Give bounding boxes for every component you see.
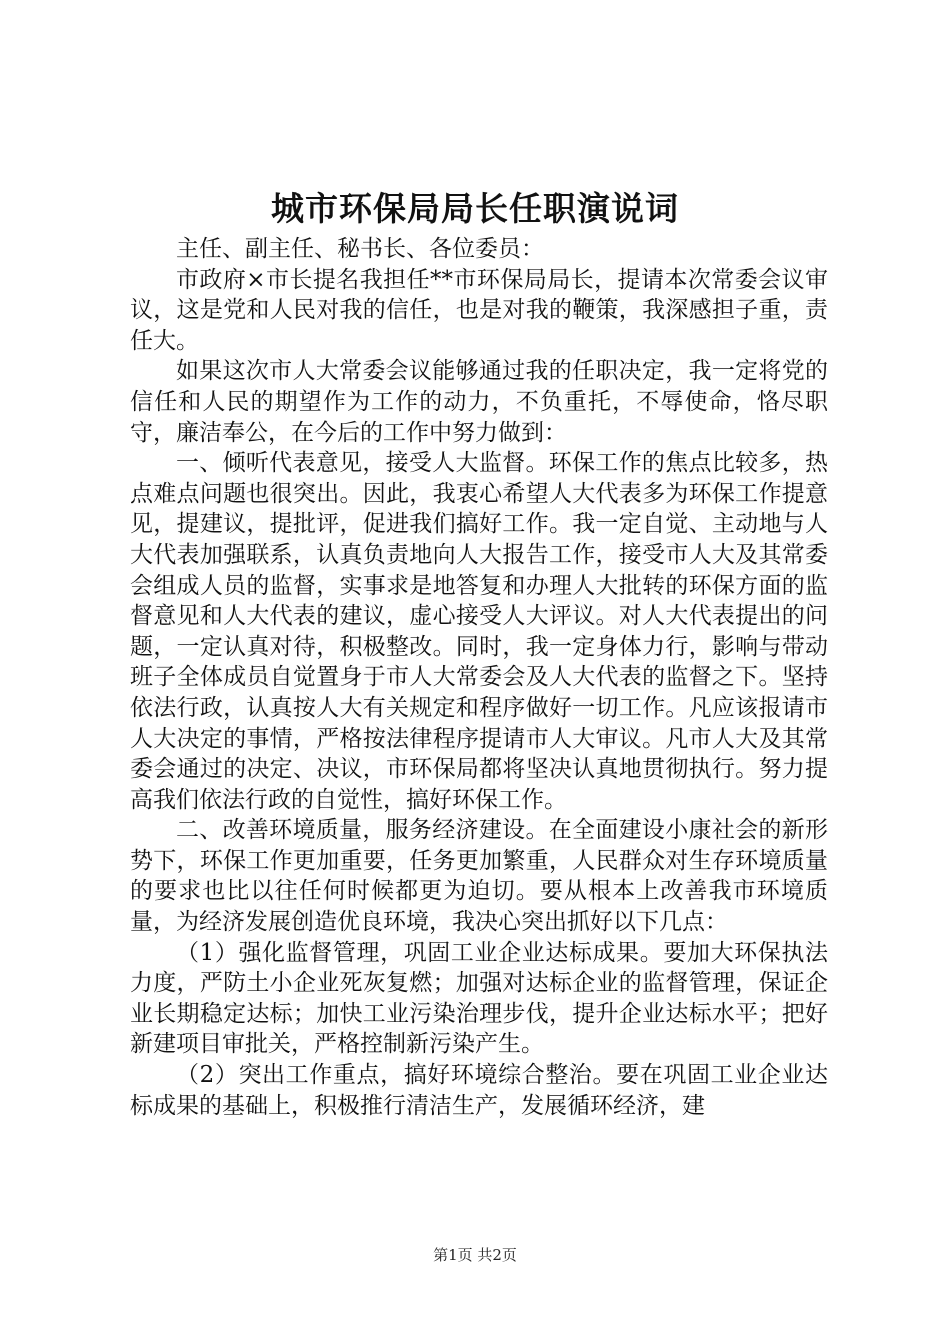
body-paragraph: 二、改善环境质量，服务经济建设。在全面建设小康社会的新形势下，环保工作更加重要，任务更加繁重，人民群众对生存环境质量的要求也比以往任何时候都更为迫切。要从根本上改善我市环境质量，为经济发展创造优良环境，我决心突出抓好以下几点： [130, 817, 828, 936]
page-number-footer: 第1页 共2页 [433, 1246, 517, 1264]
document-title: 城市环保局局长任职演说词 [271, 189, 679, 228]
document-body [130, 234, 828, 1121]
body-paragraph: 市政府×市长提名我担任**市环保局局长，提请本次常委会议审议，这是党和人民对我的信任，也是对我的鞭策，我深感担子重，责任大。 [130, 266, 828, 354]
salutation-paragraph: 主任、副主任、秘书长、各位委员： [176, 236, 544, 262]
body-paragraph: 如果这次市人大常委会议能够通过我的任职决定，我一定将党的信任和人民的期望作为工作的动力，不负重托，不辱使命，恪尽职守，廉洁奉公，在今后的工作中努力做到： [130, 358, 828, 446]
body-paragraph: （2）突出工作重点，搞好环境综合整治。要在巩固工业企业达标成果的基础上，积极推行清洁生产，发展循环经济，建 [130, 1062, 828, 1119]
body-paragraph: （1）强化监督管理，巩固工业企业达标成果。要加大环保执法力度，严防土小企业死灰复燃；加强对达标企业的监督管理，保证企业长期稳定达标；加快工业污染治理步伐，提升企业达标水平；把好新建项目审批关，严格控制新污染产生。 [130, 939, 828, 1058]
body-paragraph: 一、倾听代表意见，接受人大监督。环保工作的焦点比较多，热点难点问题也很突出。因此，我衷心希望人大代表多为环保工作提意见，提建议，提批评，促进我们搞好工作。我一定自觉、主动地与人大代表加强联系，认真负责地向人大报告工作，接受市人大及其常委会组成人员的监督，实事求是地答复和办理人大批转的环保方面的监督意见和人大代表的建议，虚心接受人大评议。对人大代表提出的问题，一定认真对待，积极整改。同时，我一定身体力行，影响与带动班子全体成员自觉置身于市人大常委会及人大代表的监督之下。坚持依法行政，认真按人大有关规定和程序做好一切工作。凡应该报请市人大决定的事情，严格按法律程序提请市人大审议。凡市人大及其常委会通过的决定、决议，市环保局都将坚决认真地贯彻执行。努力提高我们依法行政的自觉性，搞好环保工作。 [130, 450, 828, 813]
